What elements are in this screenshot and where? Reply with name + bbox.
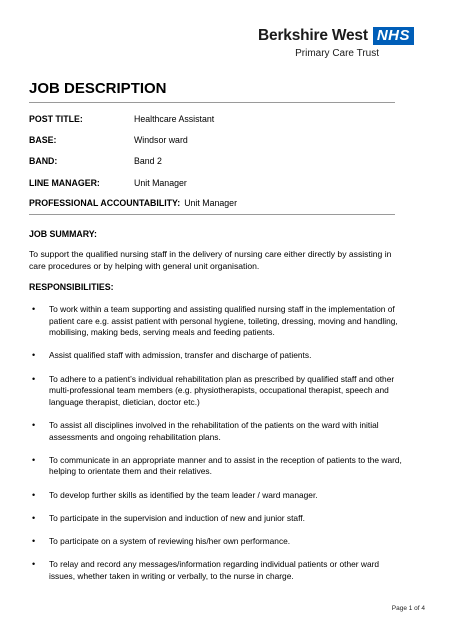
responsibility-text: To communicate in an appropriate manner and to assist in the reception of patients to the ward, helping to orientate them and their relatives. [49,454,402,477]
line-manager-value: Unit Manager [134,178,187,188]
divider-rule [29,214,395,215]
post-title-label: POST TITLE: [29,114,83,124]
list-item [29,455,404,478]
responsibilities-list [29,304,404,594]
responsibility-text: Assist qualified staff with admission, transfer and discharge of patients. [49,350,312,361]
bullet-icon: • [32,559,36,570]
bullet-icon: • [32,454,36,465]
accountability-field [29,198,237,208]
accountability-value: Unit Manager [184,198,237,208]
list-item [29,350,404,362]
list-item [29,559,404,582]
responsibility-text: To adhere to a patient’s individual rehabilitation plan as prescribed by qualified staff and other multi-professional team members (e.g. physiotherapists, occupational therapist, speech and language therapist, dietician, doctor etc.) [49,373,395,407]
post-title-field [29,114,215,124]
list-item [29,420,404,443]
responsibility-text: To participate on a system of reviewing his/her own performance. [49,535,291,546]
list-item [29,536,404,548]
responsibility-text: To participate in the supervision and induction of new and junior staff. [49,512,305,523]
bullet-icon: • [32,489,36,500]
divider-rule [29,102,395,103]
nhs-badge: NHS [373,27,414,45]
bullet-icon: • [32,535,36,546]
line-manager-field [29,178,187,188]
responsibility-text: To work within a team supporting and assisting qualified nursing staff in the implementation of patient care e.g. assist patient with personal hygiene, toileting, dressing, moving and handling, mobilising, making beds, serving meals and feeding patients. [49,304,398,338]
logo-trust-name: Primary Care Trust [295,48,379,59]
list-item [29,374,404,409]
list-item [29,304,404,339]
job-summary-heading: JOB SUMMARY: [29,229,97,239]
accountability-label: PROFESSIONAL ACCOUNTABILITY: [29,198,181,208]
bullet-icon: • [32,512,36,523]
bullet-icon: • [32,419,36,430]
base-field [29,135,188,145]
responsibilities-heading: RESPONSIBILITIES: [29,282,114,292]
base-label: BASE: [29,135,57,145]
page-number: Page 1 of 4 [391,605,425,612]
list-item [29,490,404,502]
responsibility-text: To develop further skills as identified by the team leader / ward manager. [49,489,318,500]
list-item [29,513,404,525]
bullet-icon: • [32,373,36,384]
responsibility-text: To assist all disciplines involved in the rehabilitation of the patients on the ward with initial assessments and ongoing rehabilitation plans. [49,419,379,442]
logo-org-name: Berkshire West [258,27,368,44]
organisation-logo [214,27,414,67]
responsibility-text: To relay and record any messages/information regarding individual patients or other ward issues, whether taken in writing or verbally, to the nurse in charge. [49,559,380,581]
logo-top-line [258,27,414,45]
band-field [29,156,162,166]
document-title: JOB DESCRIPTION [29,80,167,97]
post-title-value: Healthcare Assistant [134,114,215,124]
base-value: Windsor ward [134,135,188,145]
bullet-icon: • [32,304,36,314]
band-label: BAND: [29,156,58,166]
bullet-icon: • [32,350,36,361]
line-manager-label: LINE MANAGER: [29,178,100,188]
band-value: Band 2 [134,156,162,166]
job-summary-text: To support the qualified nursing staff in the delivery of nursing care either directly by assisting in care procedures or by helping with general unit organisation. [29,249,392,271]
